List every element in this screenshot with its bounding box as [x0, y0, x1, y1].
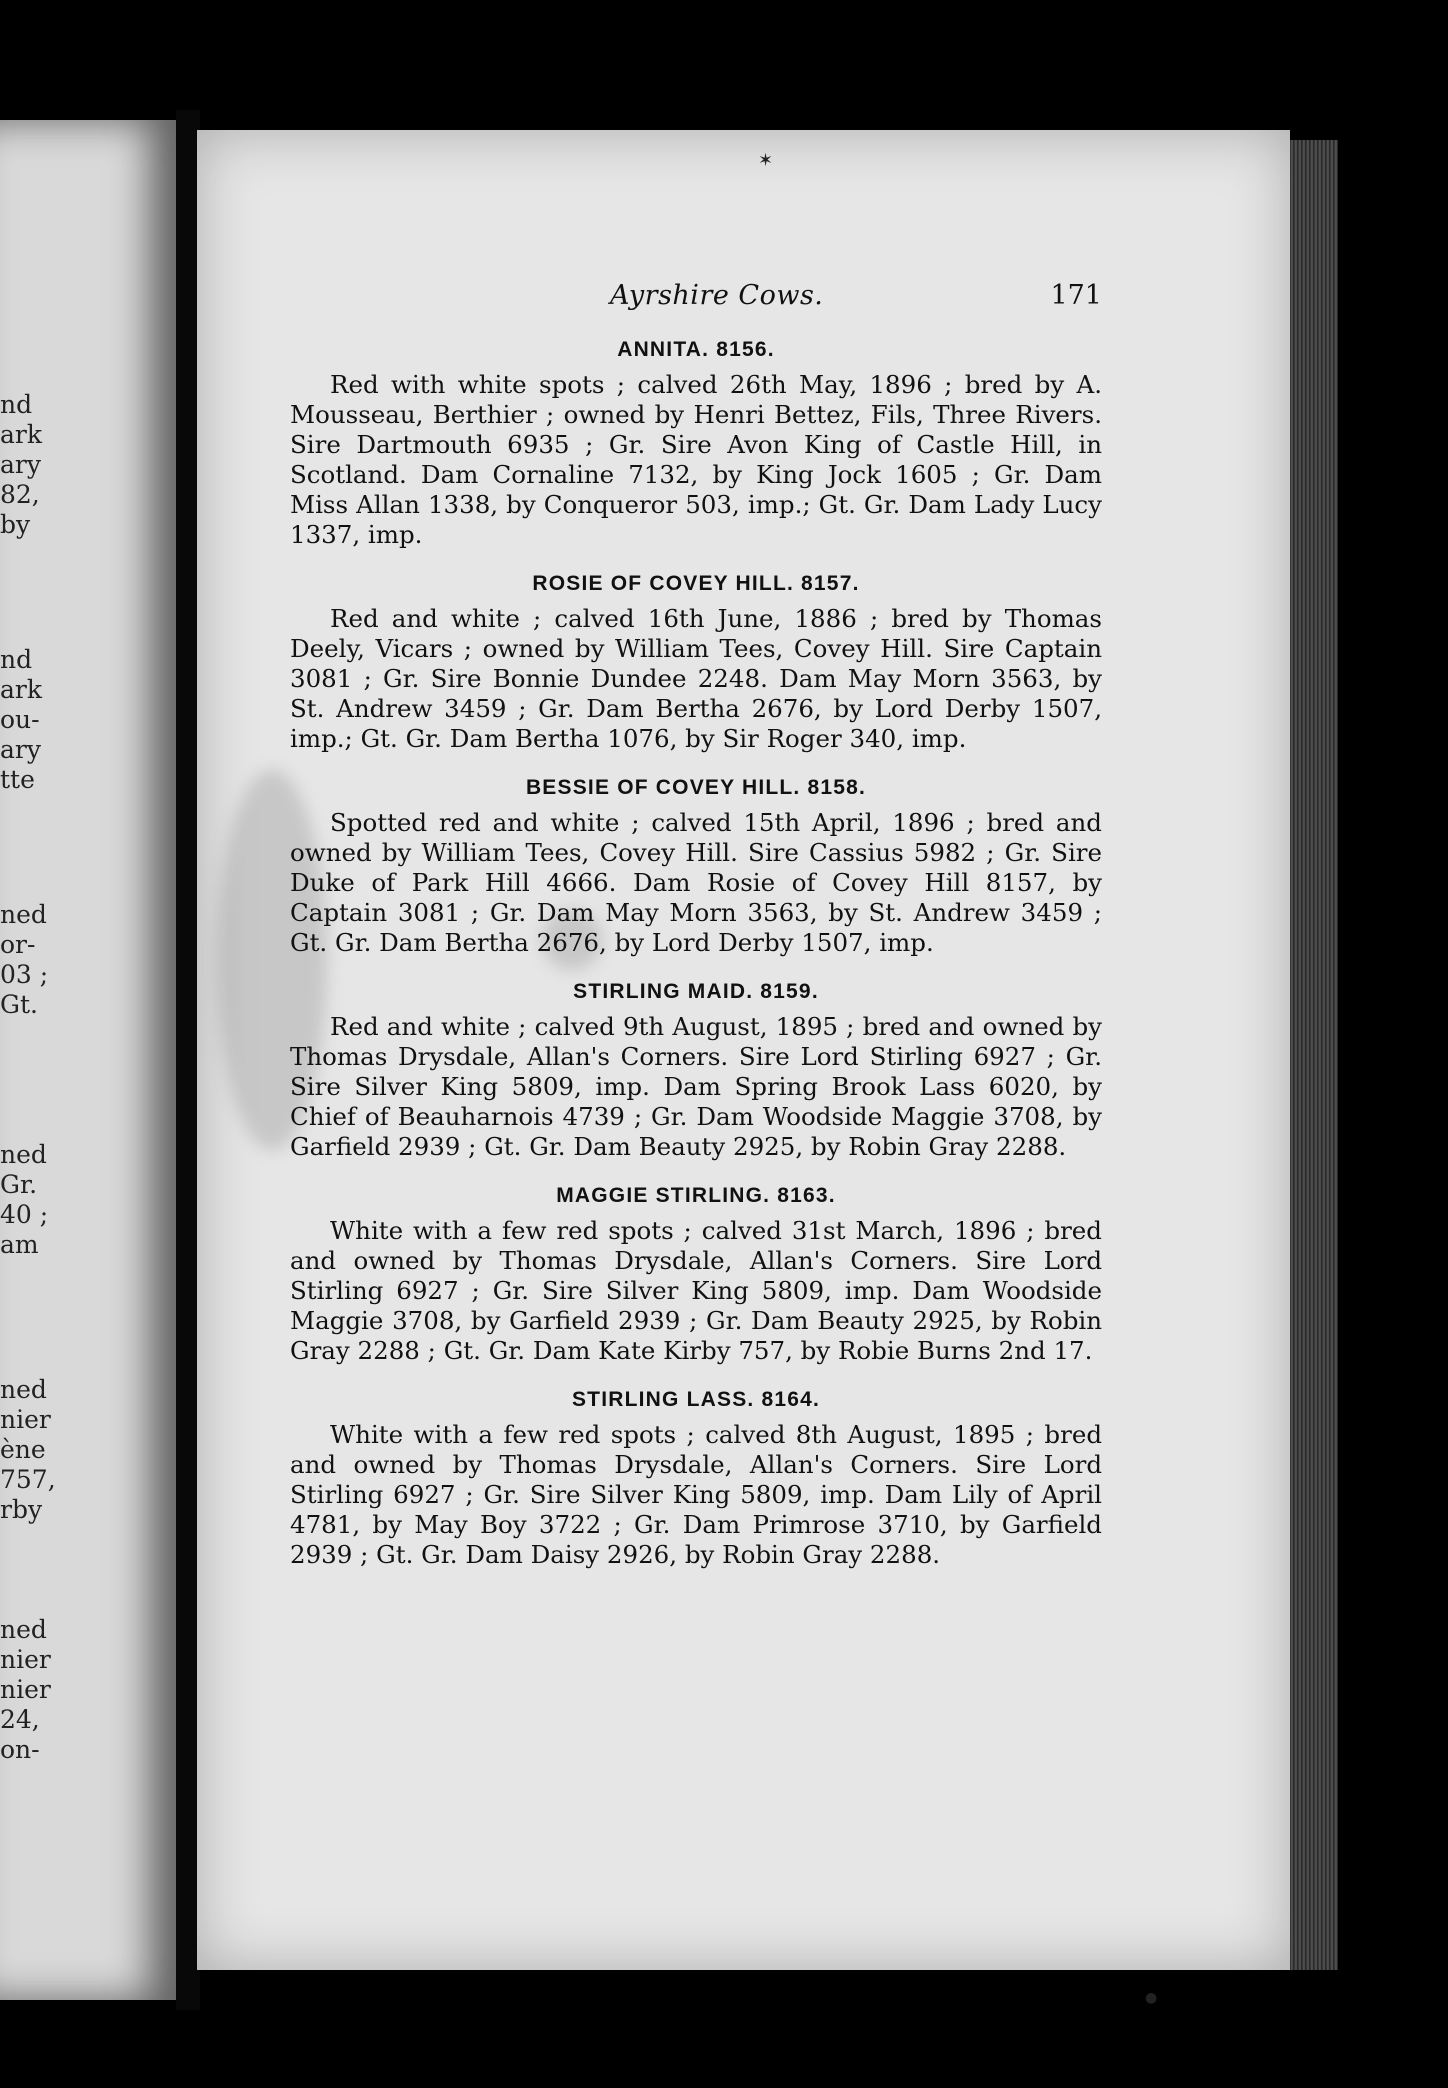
entry-heading: STIRLING LASS. 8164. [571, 1388, 821, 1411]
page-number: 171 [1050, 280, 1102, 311]
entry-body: White with a few red spots ; calved 8th August, 1895 ; bred and owned by Thomas Drysdale, Allan's Corners. Sire Lord Stirling 6927 ; Gr. Sire Silver King 5809, imp. Dam Lily of April 4781, by May Boy 3722 ; Gr. Dam Primrose 3710, by Garfield 2939 ; Gt. Gr. Dam Daisy 2926, by Robin Gray 2288. [290, 1420, 1102, 1569]
page-stack-edge [1290, 140, 1338, 1970]
left-page-fragment: tte [0, 765, 35, 794]
left-page-fragment: ned [0, 1615, 47, 1644]
left-page-fragment: Gr. [0, 1170, 38, 1199]
pedigree-entry [290, 776, 1102, 958]
left-page-fragment: nier [0, 1675, 51, 1704]
entry-body: White with a few red spots ; calved 31st March, 1896 ; bred and owned by Thomas Drysdale, Allan's Corners. Sire Lord Stirling 6927 ; Gr. Sire Silver King 5809, imp. Dam Woodside Maggie 3708, by Garfield 2939 ; Gr. Dam Beauty 2925, by Robin Gray 2288 ; Gt. Gr. Dam Kate Kirby 757, by Robie Burns 2nd 17. [290, 1216, 1102, 1365]
left-page-fragment: by [0, 510, 31, 539]
left-page-fragment: ned [0, 900, 47, 929]
left-page-fragment: on- [0, 1735, 40, 1764]
left-page-fragment: 82, [0, 480, 40, 509]
left-page-fragment: 24, [0, 1705, 40, 1734]
pedigree-entry [290, 1184, 1102, 1366]
left-page-fragment: ène [0, 1435, 46, 1464]
entry-body: Spotted red and white ; calved 15th April, 1896 ; bred and owned by William Tees, Covey Hill. Sire Cassius 5982 ; Gr. Sire Duke of Park Hill 4666. Dam Rosie of Covey Hill 8157, by Captain 3081 ; Gr. Dam May Morn 3563, by St. Andrew 3459 ; Gt. Gr. Dam Bertha 2676, by Lord Derby 1507, imp. [290, 808, 1102, 957]
left-page-fragment: rby [0, 1495, 43, 1524]
left-page-fragment: nd [0, 390, 33, 419]
left-page-fragment: ark [0, 420, 43, 449]
left-page-fragment: or- [0, 930, 36, 959]
left-page-fragment: 757, [0, 1465, 56, 1494]
left-page-fragment: ou- [0, 705, 40, 734]
entry-body: Red with white spots ; calved 26th May, 1896 ; bred by A. Mousseau, Berthier ; owned by Henri Bettez, Fils, Three Rivers. Sire Dartmouth 6935 ; Gr. Sire Avon King of Castle Hill, in Scotland. Dam Cornaline 7132, by King Jock 1605 ; Gr. Dam Miss Allan 1338, by Conqueror 503, imp.; Gt. Gr. Dam Lady Lucy 1337, imp. [290, 370, 1102, 549]
left-page-fragment: am [0, 1230, 39, 1259]
left-page-fragment: ark [0, 675, 43, 704]
left-page-fragment: ary [0, 735, 41, 764]
ink-speck-icon: ✶ [758, 150, 774, 171]
pedigree-entry [290, 980, 1102, 1162]
ink-speck-icon: ● [1145, 1990, 1158, 2006]
left-page-fragment: Gt. [0, 990, 38, 1019]
entry-heading: MAGGIE STIRLING. 8163. [556, 1184, 836, 1207]
left-page-edge [0, 120, 180, 2000]
left-page-fragment: ary [0, 450, 41, 479]
entry-heading: ROSIE OF COVEY HILL. 8157. [532, 572, 860, 595]
left-page-fragment: nier [0, 1645, 51, 1674]
left-page-fragment: ned [0, 1140, 47, 1169]
left-page-fragment: 03 ; [0, 960, 49, 989]
page-text [290, 280, 1102, 1592]
left-page-fragment: 40 ; [0, 1200, 49, 1229]
left-page-fragment: ned [0, 1375, 47, 1404]
entry-body: Red and white ; calved 9th August, 1895 ; bred and owned by Thomas Drysdale, Allan's Corners. Sire Lord Stirling 6927 ; Gr. Sire Silver King 5809, imp. Dam Spring Brook Lass 6020, by Chief of Beauharnois 4739 ; Gr. Dam Woodside Maggie 3708, by Garfield 2939 ; Gt. Gr. Dam Beauty 2925, by Robin Gray 2288. [290, 1012, 1102, 1161]
left-page-fragment: nd [0, 645, 33, 674]
entry-heading: ANNITA. 8156. [617, 338, 775, 361]
entry-heading: BESSIE OF COVEY HILL. 8158. [525, 776, 867, 799]
running-head [290, 280, 1102, 324]
pedigree-entry [290, 1388, 1102, 1570]
pedigree-entry [290, 338, 1102, 550]
entry-body: Red and white ; calved 16th June, 1886 ; bred by Thomas Deely, Vicars ; owned by William Tees, Covey Hill. Sire Captain 3081 ; Gr. Sire Bonnie Dundee 2248. Dam May Morn 3563, by St. Andrew 3459 ; Gr. Dam Bertha 2676, by Lord Derby 1507, imp.; Gt. Gr. Dam Bertha 1076, by Sir Roger 340, imp. [290, 604, 1102, 753]
left-page-fragment: nier [0, 1405, 51, 1434]
entry-heading: STIRLING MAID. 8159. [573, 980, 819, 1003]
running-title: Ayrshire Cows. [610, 280, 824, 311]
pedigree-entry [290, 572, 1102, 754]
